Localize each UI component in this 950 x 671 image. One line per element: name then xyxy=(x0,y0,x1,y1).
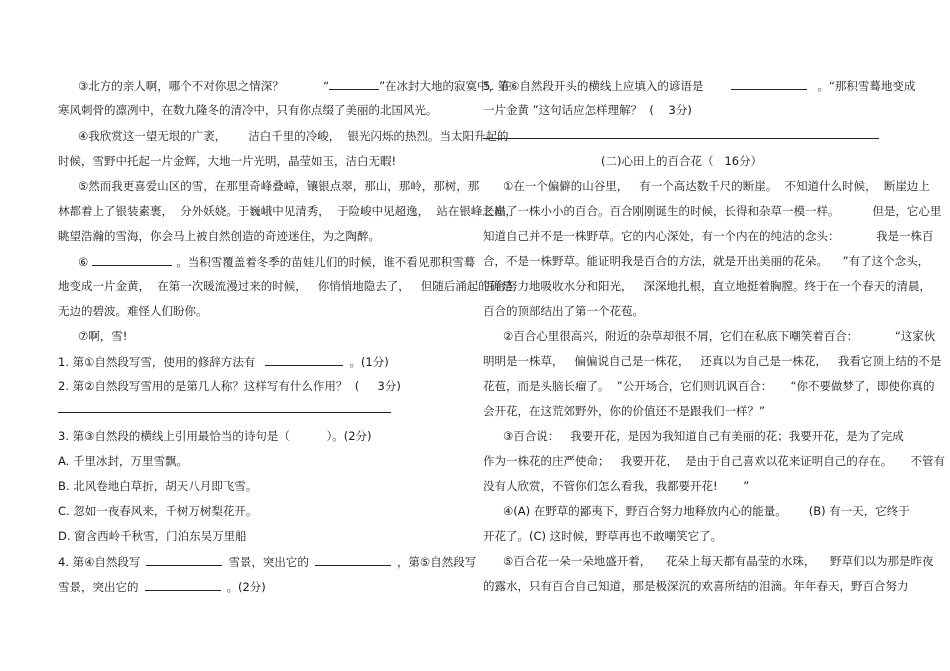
story-line: 开花了。(C) 这时候，野草再也不敢嘲笑它了。 xyxy=(483,529,723,543)
story-line: ①在一个偏僻的山谷里， 有一个高达数千尺的断崖。 不知道什么时候， 断崖边上 xyxy=(503,179,930,193)
story-line: 合，不是一株野草。能证明我是百合的方法，就是开出美丽的花朵。 ”有了这个念头， xyxy=(483,254,930,268)
answer-blank[interactable] xyxy=(315,553,391,566)
question-4-line-1 xyxy=(58,553,476,569)
answer-blank[interactable] xyxy=(731,77,807,90)
answer-line[interactable] xyxy=(58,412,391,413)
story-line: ④(A) 在野草的鄙夷下，野百合努力地释放内心的能量。 (B) 有一天，它终于 xyxy=(503,504,910,518)
story-line: 没有人欣赏，不管你们怎么看我，我都要开花! ” xyxy=(483,479,750,493)
paragraph-4-line-1: ④我欣赏这一望无垠的广袤， 洁白千里的冷峻， 银光闪烁的热烈。当太阳升起的 xyxy=(78,129,509,143)
answer-blank[interactable] xyxy=(145,578,221,591)
question-5-line-2: 一片金黄 ”这句话应怎样理解？ ( 3分) xyxy=(483,103,692,117)
paragraph-5-line-2: 林都着上了银装素裹， 分外妖娆。于巍峨中见清秀， 于险峻中见超逸， 站在银峰之巅， xyxy=(58,204,517,218)
question-text: 1. 第①自然段写雪，使用的修辞方法有 xyxy=(58,355,256,369)
question-points: 。(2分) xyxy=(226,580,266,594)
story-line: 明明是一株草， 偏偏说自己是一株花， 还真以为自己是一株花， 我看它顶上结的不是 xyxy=(483,354,942,368)
paragraph-6-line-1 xyxy=(78,253,475,269)
paragraph-text: ③北方的亲人啊，哪个不对你思之情深？ xyxy=(78,79,284,93)
question-1 xyxy=(58,353,389,369)
answer-blank[interactable] xyxy=(265,353,343,366)
question-text: 5. 第⑥自然段开头的横线上应填入的谚语是 xyxy=(483,79,704,93)
story-line: 长出了一株小小的百合。百合刚刚诞生的时候，长得和杂草一模一样。 但是，它心里 xyxy=(483,204,942,218)
paragraph-5-line-1: ⑤然而我更喜爱山区的雪，在那里奇峰叠嶂，镶银点翠，那山，那岭，那树，那 xyxy=(78,179,480,193)
question-text: 。“那积雪蓦地变成 xyxy=(817,79,916,93)
question-4-line-2 xyxy=(58,578,266,594)
question-text: 雪景，突出它的 xyxy=(58,580,139,594)
answer-line[interactable] xyxy=(483,138,879,139)
paragraph-3-line-2: 寒风刺骨的凛冽中，在数九隆冬的清冷中，只有你点缀了美丽的北国风光。 xyxy=(58,103,438,117)
story-line: 会开花，在这荒郊野外，你的价值还不是跟我们一样？” xyxy=(483,404,765,418)
paragraph-6-line-2: 地变成一片金黄， 在第一次暖流漫过来的时候， 你悄悄地隐去了， 但随后涌起的确是 xyxy=(58,279,513,293)
question-3: 3. 第③自然段的横线上引用最恰当的诗句是（ ）。(2分) xyxy=(58,429,372,443)
story-line: 花苞，而是头脑长瘤了。 ”公开场合，它们则讥讽百合： “你不要做梦了，即使你真的 xyxy=(483,379,935,393)
paragraph-text: 。当积雪覆盖着冬季的苗娃儿们的时候，谁不看见那积雪蓦 xyxy=(176,255,476,269)
paragraph-number: ⑥ xyxy=(78,255,89,269)
story-line: 知道自己并不是一株野草。它的内心深处，有一个内在的纯洁的念头： 我是一株百 xyxy=(483,229,934,243)
poem-blank[interactable] xyxy=(329,77,379,90)
quote-mark: “ xyxy=(323,79,330,93)
paragraph-text: ”在冰封大地的寂寞中，在 xyxy=(379,79,512,93)
right-column xyxy=(475,0,950,671)
answer-blank[interactable] xyxy=(146,553,222,566)
story-line: 作为一株花的庄严使命； 我要开花， 是由于自己喜欢以花来证明自己的存在。 不管有 xyxy=(483,454,946,468)
option-d[interactable]: D. 窗含西岭千秋雪，门泊东吴万里船 xyxy=(58,529,247,543)
question-text: ，第⑤自然段写 xyxy=(396,555,477,569)
question-text: 雪景，突出它的 xyxy=(228,555,309,569)
paragraph-6-line-3: 无边的碧波。难怪人们盼你。 xyxy=(58,304,208,318)
story-line: 百合努力地吸收水分和阳光， 深深地扎根，直立地挺着胸膛。终于在一个春天的清晨， xyxy=(483,279,931,293)
question-points: 。(1分) xyxy=(349,355,389,369)
question-2: 2. 第②自然段写雪用的是第几人称？这样写有什么作用？ ( 3分) xyxy=(58,379,401,393)
section-title: (二)心田上的百合花（ 16分） xyxy=(601,154,763,168)
paragraph-7: ⑦啊，雪! xyxy=(78,329,128,343)
paragraph-4-line-2: 时候，雪野中托起一片金辉，大地一片光明，晶莹如玉，洁白无暇! xyxy=(58,154,397,168)
question-text: 4. 第④自然段写 xyxy=(58,555,141,569)
story-line: ②百合心里很高兴，附近的杂草却很不屑，它们在私底下嘲笑着百合： “这家伙 xyxy=(503,329,936,343)
option-b[interactable]: B. 北风卷地白草折，胡天八月即飞雪。 xyxy=(58,479,258,493)
option-a[interactable]: A. 千里冰封，万里雪飘。 xyxy=(58,454,188,468)
story-line: 的露水，只有百合自己知道，那是极深沉的欢喜所结的泪滴。年年春天，野百合努力 xyxy=(483,579,909,593)
question-5-line-1 xyxy=(483,77,915,93)
paragraph-5-line-3: 眺望浩瀚的雪海，你会马上被自然创造的奇迹迷住，为之陶醉。 xyxy=(58,229,380,243)
proverb-blank[interactable] xyxy=(92,253,172,266)
option-c[interactable]: C. 忽如一夜春风来，千树万树梨花开。 xyxy=(58,504,258,518)
story-line: ⑤百合花一朵一朵地盛开着， 花朵上每天都有晶莹的水珠， 野草们以为那是昨夜 xyxy=(503,554,934,568)
story-line: 百合的顶部结出了第一个花苞。 xyxy=(483,304,644,318)
story-line: ③百合说： 我要开花，是因为我知道自己有美丽的花；我要开花，是为了完成 xyxy=(503,429,904,443)
paragraph-3-line-1 xyxy=(78,77,512,93)
